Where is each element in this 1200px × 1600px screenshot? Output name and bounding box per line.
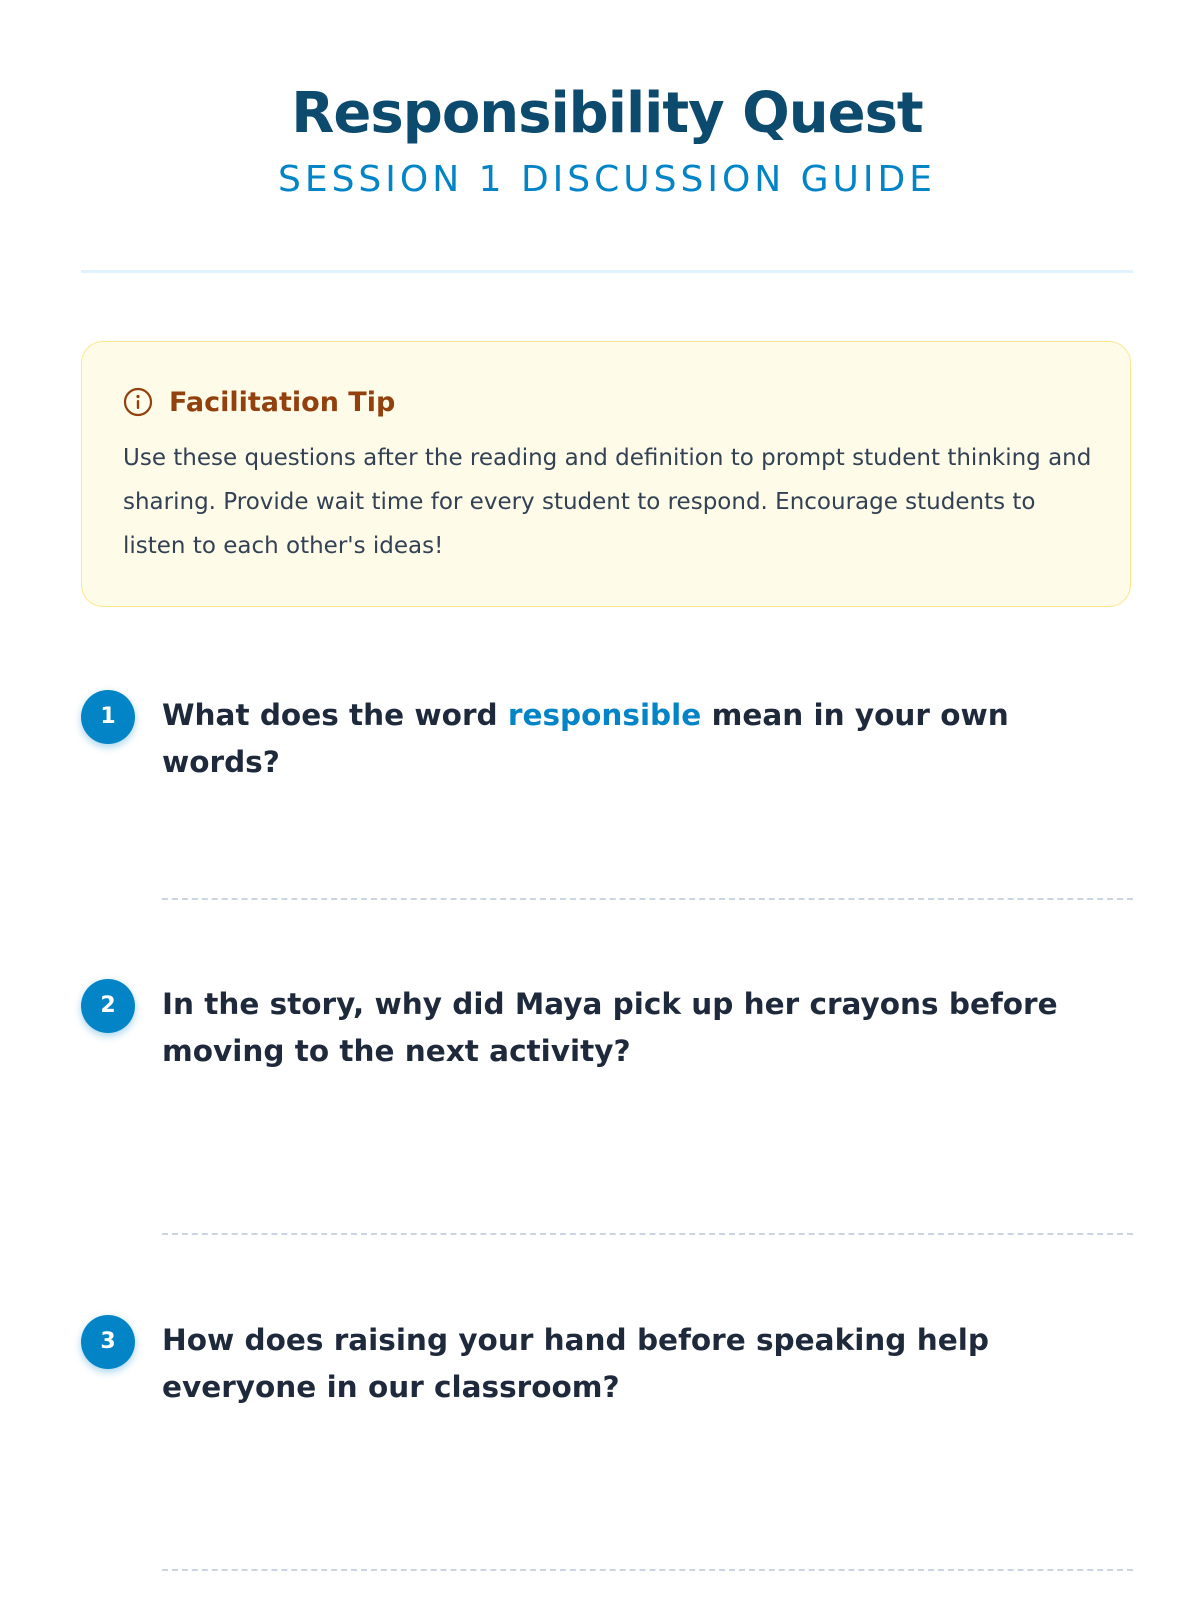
tip-title: Facilitation Tip	[169, 386, 396, 418]
question-text: In the story, why did Maya pick up her crayons before moving to the next activity?	[162, 987, 1058, 1068]
highlighted-term: responsible	[507, 698, 702, 732]
answer-line[interactable]	[162, 898, 1133, 900]
answer-line[interactable]	[162, 1569, 1133, 1571]
info-icon	[123, 387, 153, 417]
question-text: How does raising your hand before speaking help everyone in our classroom?	[162, 1323, 989, 1404]
discussion-guide-page	[81, 0, 1133, 1404]
question-text	[162, 692, 1133, 786]
facilitation-tip-box	[81, 341, 1131, 607]
answer-line[interactable]	[162, 1233, 1133, 1235]
question-number-badge: 3	[81, 1315, 135, 1369]
question-text-part: What does the word	[162, 698, 508, 732]
question-text-part: mean in your own words?	[162, 698, 1009, 779]
tip-header	[123, 384, 1090, 420]
tip-body: Use these questions after the reading and definition to prompt student thinking and sharing. Provide wait time for every student to respond. Encourage students to listen to each other's ideas!	[123, 445, 1092, 559]
question-number-badge: 2	[81, 979, 135, 1033]
page-header	[81, 0, 1133, 204]
question-number-badge: 1	[81, 690, 135, 744]
page-title: Responsibility Quest	[291, 81, 923, 146]
page-subtitle: SESSION 1 DISCUSSION GUIDE	[277, 159, 936, 200]
header-divider	[81, 270, 1133, 273]
